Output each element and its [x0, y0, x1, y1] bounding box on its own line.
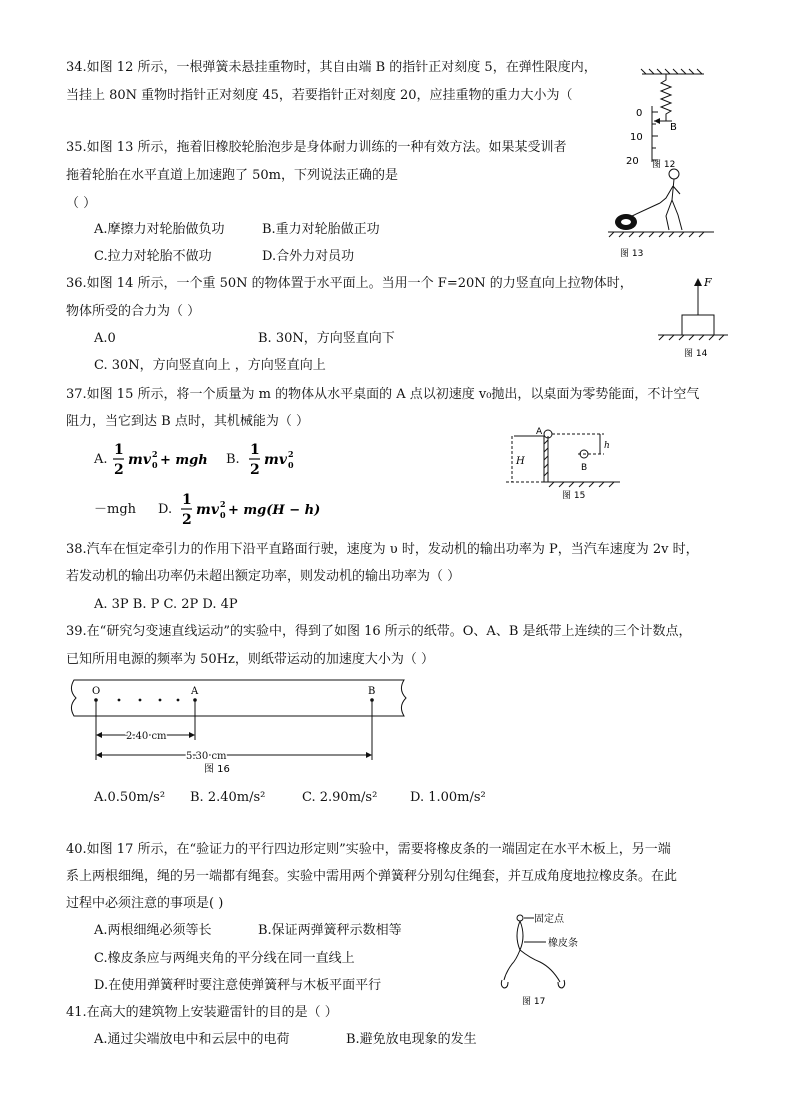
q38-line2: 若发动机的输出功率仍未超出额定功率，则发动机的输出功率为（ ） — [66, 569, 461, 584]
q34-line1: 34.如图 12 所示，一根弹簧未悬挂重物时，其自由端 B 的指针正对刻度 5，在弹性限度内， — [66, 60, 597, 75]
fig12-label-b: B — [670, 122, 677, 133]
figure-13 — [606, 160, 718, 260]
q41-option-b: B.避免放电现象的发生 — [346, 1032, 477, 1047]
q37-option-b-formula — [248, 438, 308, 480]
q37-a-mv: mv — [128, 452, 151, 468]
fig16-label-b: B — [368, 686, 376, 697]
q39-line1: 39.在“研究匀变速直线运动”的实验中，得到了如图 16 所示的纸带。O、A、B 是纸带上连续的三个计数点， — [66, 624, 692, 639]
q35-line2: 拖着轮胎在水平直道上加速跑了 50m，下列说法正确的是 — [66, 168, 399, 183]
svg-text:0: 0 — [288, 460, 294, 470]
q38-line1: 38.汽车在恒定牵引力的作用下沿平直路面行驶，速度为 υ 时，发动机的输出功率为 P，当汽车速度为 2v 时， — [66, 542, 699, 557]
q35-line1: 35.如图 13 所示，拖着旧橡胶轮胎泡步是身体耐力训练的一种有效方法。如果某受训者 — [66, 140, 567, 155]
figure-15 — [504, 424, 624, 500]
q37-option-b-prefix: B. — [226, 452, 240, 467]
q40-option-b: B.保证两弹簧秤示数相等 — [258, 923, 402, 938]
q35-line3: （ ） — [66, 196, 97, 211]
q37-option-d-formula — [180, 488, 340, 530]
fig12-tick-20: 20 — [626, 156, 639, 167]
q39-option-a: A.0.50m/s² — [94, 790, 166, 805]
fig15-caption: 图 15 — [562, 491, 586, 500]
fig16-label-a: A — [191, 686, 199, 697]
figure-16 — [66, 676, 412, 776]
q37-option-a-prefix: A. — [94, 452, 108, 467]
q34-line2: 当挂上 80N 重物时指针正对刻度 45，若要指针正对刻度 20，应挂重物的重力大小为（ — [66, 88, 573, 103]
fig15-label-H: H — [516, 456, 525, 467]
q36-option-c: C. 30N，方向竖直向上 ，方向竖直向上 — [94, 358, 326, 373]
q36-option-b: B. 30N，方向竖直向下 — [258, 331, 395, 346]
q37-d-frac-num: 1 — [182, 492, 192, 508]
q38-options: A. 3P B. P C. 2P D. 4P — [94, 597, 238, 612]
fig17-caption: 图 17 — [522, 997, 546, 1007]
q40-line1: 40.如图 17 所示，在“验证力的平行四边形定则”实验中，需要将橡皮条的一端固定在水平木板上，另一端 — [66, 842, 671, 857]
q37-line1: 37.如图 15 所示，将一个质量为 m 的物体从水平桌面的 A 点以初速度 v₀抛出，以桌面为零势能面，不计空气 — [66, 387, 700, 402]
fig13-caption: 图 13 — [620, 249, 644, 259]
q39-option-c: C. 2.90m/s² — [302, 790, 378, 805]
q37-option-c: －mgh — [94, 502, 137, 517]
q39-option-d: D. 1.00m/s² — [410, 790, 486, 805]
fig16-label-o: O — [92, 686, 101, 697]
q37-option-a-formula — [112, 438, 232, 480]
q39-option-b: B. 2.40m/s² — [190, 790, 266, 805]
q37-a-expr: + mgh — [160, 453, 208, 468]
q36-line2: 物体所受的合力为（ ） — [66, 304, 201, 319]
svg-text:0: 0 — [220, 510, 226, 520]
q41-option-a: A.通过尖端放电中和云层中的电荷 — [94, 1032, 290, 1047]
q39-line2: 已知所用电源的频率为 50Hz，则纸带运动的加速度大小为（ ） — [66, 652, 434, 667]
q37-option-d-prefix: D. — [158, 502, 173, 517]
q40-line2: 系上两根细绳，绳的另一端都有绳套。实验中需用两个弹簧秤分别勾住绳套，并互成角度地拉橡皮条。在此 — [66, 869, 678, 884]
q37-d-frac-den: 2 — [182, 512, 192, 528]
fig12-tick-10: 10 — [630, 132, 643, 143]
fig16-caption: 图 16 — [204, 764, 230, 775]
fig15-label-b: B — [581, 463, 588, 473]
fig14-label-f: F — [704, 276, 712, 289]
fig12-caption: 图 12 — [652, 160, 676, 170]
fig14-caption: 图 14 — [684, 349, 708, 359]
q36-option-a: A.0 — [94, 331, 116, 346]
fig15-label-a: A — [536, 427, 543, 437]
q37-a-frac-num: 1 — [114, 442, 124, 458]
q37-b-mv: mv — [264, 452, 287, 468]
svg-text:2: 2 — [220, 499, 226, 509]
q35-option-c: C.拉力对轮胎不做功 — [94, 249, 212, 264]
q40-option-d: D.在使用弹簧秤时要注意使弹簧秤与木板平面平行 — [94, 978, 382, 993]
figure-17 — [500, 906, 600, 1010]
q35-option-b: B.重力对轮胎做正功 — [262, 222, 380, 237]
q37-b-frac-num: 1 — [250, 442, 260, 458]
q36-line1: 36.如图 14 所示，一个重 50N 的物体置于水平面上。当用一个 F=20N 的力竖直向上拉物体时， — [66, 276, 633, 291]
q37-d-expr: + mg(H − h) — [228, 503, 321, 518]
q37-a-frac-den: 2 — [114, 462, 124, 478]
svg-text:2: 2 — [288, 449, 294, 459]
q37-line2: 阻力，当它到达 B 点时，其机械能为（ ） — [66, 414, 309, 429]
figure-12 — [612, 66, 712, 170]
fig17-label-fixed: 固定点 — [534, 914, 564, 925]
fig16-dim-1: 2.40 cm — [126, 731, 167, 742]
q40-option-c: C.橡皮条应与两绳夹角的平分线在同一直线上 — [94, 951, 355, 966]
svg-text:0: 0 — [152, 460, 158, 470]
figure-14 — [654, 270, 730, 360]
svg-text:2: 2 — [152, 449, 158, 459]
q37-b-frac-den: 2 — [250, 462, 260, 478]
fig17-label-rubber: 橡皮条 — [548, 938, 578, 949]
q41-line1: 41.在高大的建筑物上安装避雷针的目的是（ ） — [66, 1005, 338, 1020]
fig12-tick-0: 0 — [636, 108, 643, 119]
q35-option-d: D.合外力对员功 — [262, 249, 355, 264]
q40-line3: 过程中必须注意的事项是( ) — [66, 896, 224, 911]
fig15-label-h: h — [604, 441, 610, 451]
fig16-dim-2: 5.30 cm — [186, 751, 227, 762]
q35-option-a: A.摩擦力对轮胎做负功 — [94, 222, 225, 237]
q37-d-mv: mv — [196, 502, 219, 518]
q40-option-a: A.两根细绳必须等长 — [94, 923, 212, 938]
